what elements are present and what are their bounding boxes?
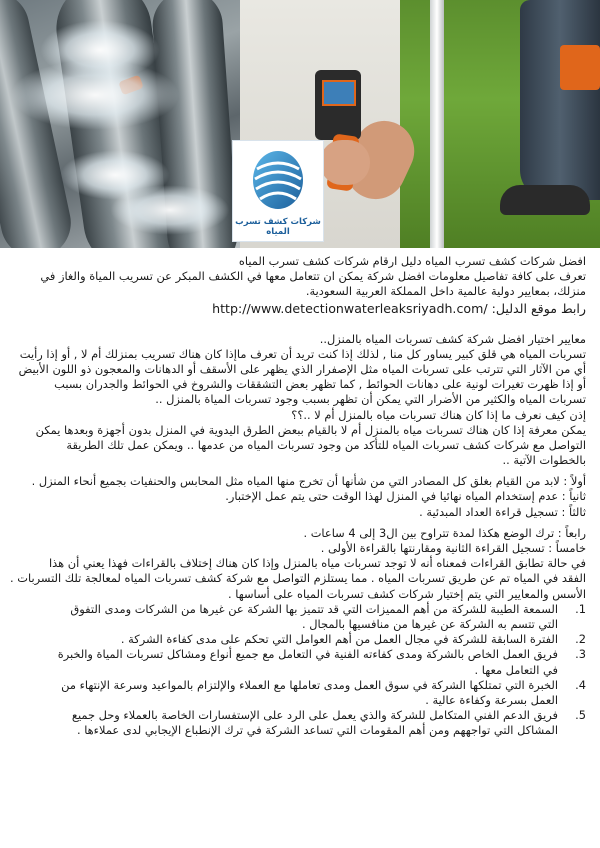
- paragraph-line: الفقد في المياه تم عن طريق تسربات المياه . مما يستلزم التواصل مع شركة كشف تسربات المياه لمعالجة تلك التسربات .: [10, 571, 586, 586]
- list-item-text: العمل بسرعة وكفاءة عالية .: [425, 692, 558, 707]
- technician-hand: [320, 140, 370, 185]
- step-1: أولاً : لابد من القيام بغلق كل المصادر التي من شأنها أن تخرج منها المياه مثل المحابس والحنفيات بجميع أنحاء المنزل .: [31, 474, 586, 489]
- step-3: ثالثاً : تسجيل قراءة العداد المبدئية .: [419, 504, 586, 519]
- paragraph-line: في حالة تطابق القراءات فمعناه أنه لا توجد تسربات مياه بالمنزل وإذا كان هناك إختلاف بالقراءات فهذا يعني أن هذا: [48, 556, 586, 571]
- intro-text-2: منزلك، بمعايير دولية عالمية داخل المملكة العربية السعودية.: [305, 284, 586, 299]
- list-number: 2.: [575, 632, 586, 647]
- standpipe: [430, 0, 444, 248]
- criteria-list-item: [20, 647, 586, 677]
- paragraph-line: أو إذا ظهرت تغيرات لونية على دهانات الحوائط , كما تظهر بعض التشققات والشروخ في الحوائط والجدران بسبب: [54, 377, 586, 392]
- paragraph-line: أي من الآثار التي تترتب على تسربات المياه مثل الإصفرار الذي يظهر على الأسقف أو الدهانات والمعجون ذو اللون الأبيض: [18, 361, 586, 376]
- list-number: 3.: [575, 647, 586, 662]
- list-item-text: فريق الدعم الفني المتكامل للشركة والذي يعمل على الرد على الإستفسارات الخاصة بالعملاء وحل جميع: [71, 708, 558, 723]
- intro-text-1: تعرف على كافة تفاصيل معلومات افضل شركة يمكن ان تتعامل معها في الكشف المبكر عن تسريب المياة والغاز في: [40, 269, 586, 284]
- thermal-camera-screen: [322, 80, 356, 106]
- detector-case: [560, 45, 600, 90]
- list-item-text: التي تتسم به الشركة عن غيرها من منافسيها بالمجال .: [302, 616, 558, 631]
- paragraph-line: يمكن معرفة إذا كان هناك تسربات مياه بالمنزل أم لا بالقيام ببعض الطرق اليدوية في المنزل بدون أجهزة وبعدها يمكن: [35, 422, 586, 437]
- company-logo: [232, 140, 324, 242]
- article-body: [10, 254, 586, 738]
- list-item-text: فريق العمل الخاص بالشركة ومدى كفاءته الفنية في التعامل مع جميع أنواع ومشاكل تسربات المياة والخبرة: [57, 647, 558, 662]
- list-item-text: المشاكل التي تواجههم ومن أهم المقومات التي تساعد الشركة في ترك الإنطباع الإيجابي لدى عملاءها .: [76, 723, 558, 738]
- step-5: خامساً : تسجيل القراءة الثانية ومقارنتها بالقراءة الأولى .: [320, 541, 586, 555]
- technician-leg: [520, 0, 600, 200]
- list-item-text: الفترة السابقة للشركة في مجال العمل من أهم العوامل التي تحكم على مدى كفاءة الشركة .: [120, 632, 558, 647]
- paragraph-line: تسربات المياه والكثير من الأضرار التي يمكن أن تظهر بسبب وجود تسربات المياة بالمنزل ..: [155, 392, 586, 407]
- guide-link-label: رابط موقع الدليل:: [491, 300, 586, 316]
- list-number: 5.: [575, 708, 586, 723]
- criteria-list-item: [20, 708, 586, 738]
- paragraph-line: بالخطوات الآتية ..: [502, 453, 586, 468]
- technician-shoe: [500, 185, 590, 215]
- criteria-list-item: [20, 678, 586, 708]
- guide-link[interactable]: http://www.detectionwaterleaksriyadh.com/: [212, 300, 488, 316]
- leaking-pipe-photo: [0, 0, 240, 248]
- criteria-heading: معايير اختيار افضل شركة كشف تسربات المياه بالمنزل..: [319, 331, 586, 346]
- guide-link-line: [20, 300, 586, 317]
- list-item-text: الخبرة التي تمتلكها الشركة في سوق العمل ومدى تعاملها مع العملاء والإلتزام بالمواعيد وسرعة الإنتهاء من: [61, 677, 558, 692]
- step-2: ثانياً : عدم إستخدام المياه نهائيا في المنزل لهذا الوقت حتى يتم عمل الإختبار.: [225, 489, 586, 504]
- list-item-text: في التعامل معها .: [474, 662, 558, 677]
- step-4: رابعاً : ترك الوضع هكذا لمدة تتراوح بين ال3 إلى 4 ساعات .: [303, 525, 586, 540]
- paragraph-line: الأسس والمعايير التي يتم إختيار شركات كشف تسربات المياه على أساسها .: [228, 586, 586, 601]
- paragraph-line: التواصل مع شركات كشف تسربات المياه للتأكد من وجود تسربات المياه من عدمها .. ويمكن عمل تلك الطريقة: [66, 437, 586, 452]
- water-drop-logo-icon: [251, 149, 305, 211]
- hero-banner: [0, 0, 600, 248]
- list-number: 4.: [575, 677, 586, 692]
- list-item-text: السمعة الطيبة للشركة من أهم المميزات التي قد تتميز بها الشركة عن غيرها من الشركات ومدى التفوق: [70, 601, 558, 616]
- criteria-list-item: [20, 632, 586, 647]
- criteria-list-item: [20, 602, 586, 632]
- question-line: إذن كيف نعرف ما إذا كان هناك تسربات مياه بالمنزل أم لا ..؟؟: [291, 407, 586, 422]
- intro-title: افضل شركات كشف تسرب المياه دليل ارقام شركات كشف تسرب المياه: [238, 254, 586, 268]
- paragraph-line: تسربات المياه هي قلق كبير يساور كل منا , لذلك إذا كنت تريد أن تعرف ماإذا كان هناك تسريب بمنزلك أم لا , أو إذا رأيت: [19, 346, 586, 361]
- list-number: 1.: [575, 601, 586, 616]
- logo-caption: شركات كشف تسرب المياه: [235, 217, 321, 237]
